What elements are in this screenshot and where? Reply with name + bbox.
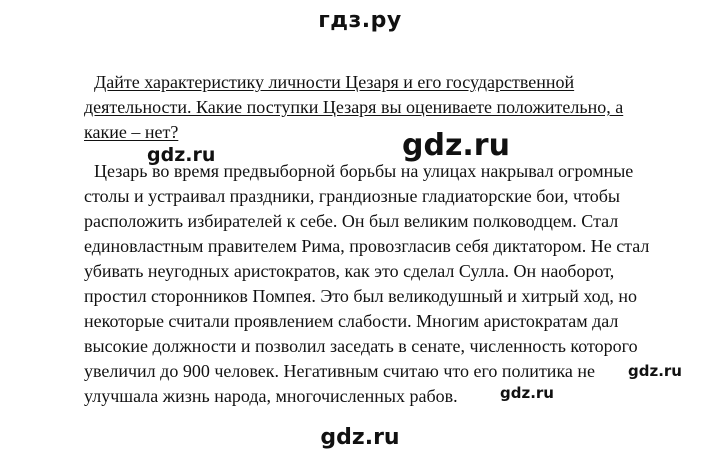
answer-line: улучшала жизнь народа, многочисленных рабов. — [84, 386, 458, 406]
watermark-small: gdz.ru — [500, 384, 554, 402]
answer-line: Цезарь во время предвыборной борьбы на улицах накрывал огромные — [94, 161, 634, 181]
watermark-footer: gdz.ru — [320, 425, 400, 450]
question-text — [84, 70, 644, 145]
watermark-medium: gdz.ru — [147, 144, 216, 166]
answer-line: высокие должности и позволил заседать в сенате, численность которого — [84, 336, 638, 356]
answer-line: расположить избирателей к себе. Он был великим полководцем. Стал — [84, 211, 619, 231]
watermark-right: gdz.ru — [628, 362, 682, 380]
watermark-large: gdz.ru — [402, 128, 510, 163]
answer-line: столы и устраивал праздники, грандиозные гладиаторские бои, чтобы — [84, 186, 620, 206]
answer-line: некоторые считали проявлением слабости. Многим аристократам дал — [84, 311, 619, 331]
answer-line: убивать неугодных аристократов, как это сделал Сулла. Он наоборот, — [84, 261, 615, 281]
answer-text — [84, 159, 654, 409]
question-line: деятельности. Какие поступки Цезаря вы оцениваете положительно, а — [84, 97, 624, 117]
answer-line: простил сторонников Помпея. Это был великодушный и хитрый ход, но — [84, 286, 637, 306]
question-line: Дайте характеристику личности Цезаря и его государственной — [94, 72, 575, 92]
site-header-title: гдз.ру — [318, 8, 402, 33]
question-line: какие – нет? — [84, 122, 179, 142]
answer-line: увеличил до 900 человек. Негативным считаю что его политика не — [84, 361, 596, 381]
answer-line: единовластным правителем Рима, провозгласив себя диктатором. Не стал — [84, 236, 650, 256]
